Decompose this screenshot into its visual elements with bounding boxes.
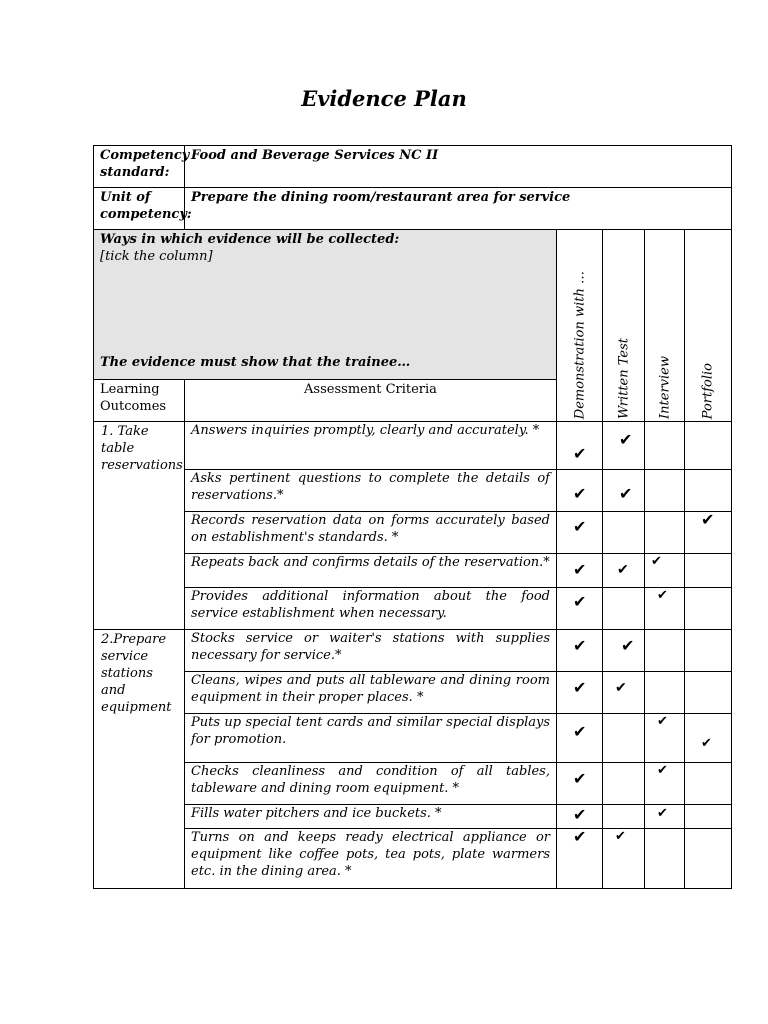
tick-cell — [603, 470, 645, 512]
unit-of-competency-value: Prepare the dining room/restaurant area for service — [185, 188, 732, 230]
check-icon: ✔ — [573, 769, 587, 788]
check-icon: ✔ — [573, 592, 587, 611]
tick-cell — [685, 588, 732, 630]
tick-cell — [557, 714, 603, 763]
criteria-text: Asks pertinent questions to complete the details of reservations.* — [185, 470, 557, 512]
tick-cell — [557, 470, 603, 512]
page-title: Evidence Plan — [301, 86, 467, 111]
check-icon: ✔ — [573, 805, 587, 824]
criteria-text: Answers inquiries promptly, clearly and accurately. * — [185, 422, 557, 470]
tick-cell — [603, 714, 645, 763]
learning-outcome-2: 2.Prepare service stations and equipment — [94, 630, 185, 889]
criteria-text: Records reservation data on forms accurately based on establishment's standards. * — [185, 512, 557, 554]
tick-cell — [603, 630, 645, 672]
tick-cell — [603, 554, 645, 588]
criteria-row — [94, 829, 732, 889]
tick-cell — [685, 630, 732, 672]
check-icon: ✔ — [573, 678, 587, 697]
tick-cell — [557, 630, 603, 672]
ways-heading: Ways in which evidence will be collected: — [100, 232, 400, 247]
unit-of-competency-label: Unit of competency: — [94, 188, 185, 230]
method-header-portfolio: Portfolio — [685, 230, 732, 422]
competency-standard-row — [94, 146, 732, 188]
tick-cell — [685, 805, 732, 829]
criteria-text: Stocks service or waiter's stations with supplies necessary for service.* — [185, 630, 557, 672]
check-icon: ✔ — [619, 430, 633, 449]
tick-cell — [685, 422, 732, 470]
tick-cell — [645, 554, 685, 588]
criteria-text: Fills water pitchers and ice buckets. * — [185, 805, 557, 829]
check-icon: ✔ — [615, 829, 626, 844]
tick-cell — [645, 512, 685, 554]
evidence-collection-cell — [94, 230, 557, 380]
tick-cell — [645, 630, 685, 672]
check-icon: ✔ — [701, 510, 715, 529]
tick-cell — [557, 512, 603, 554]
competency-standard-label: Competency standard: — [94, 146, 185, 188]
tick-cell — [645, 588, 685, 630]
method-header-interview: Interview — [645, 230, 685, 422]
check-icon: ✔ — [573, 827, 587, 846]
tick-cell — [685, 554, 732, 588]
criteria-row — [94, 512, 732, 554]
criteria-row — [94, 422, 732, 470]
tick-cell — [685, 512, 732, 554]
criteria-text: Checks cleanliness and condition of all tables, tableware and dining room equipment. * — [185, 763, 557, 805]
unit-of-competency-row — [94, 188, 732, 230]
tick-cell — [645, 672, 685, 714]
criteria-text: Provides additional information about the food service establishment when necessary. — [185, 588, 557, 630]
check-icon: ✔ — [573, 636, 587, 655]
tick-cell — [603, 512, 645, 554]
tick-cell — [685, 672, 732, 714]
tick-cell — [603, 763, 645, 805]
tick-cell — [685, 763, 732, 805]
tick-cell — [557, 672, 603, 714]
tick-cell — [685, 714, 732, 763]
tick-cell — [557, 588, 603, 630]
tick-cell — [557, 763, 603, 805]
check-icon: ✔ — [573, 722, 587, 741]
learning-outcome-1: 1. Take table reservations — [94, 422, 185, 630]
tick-cell — [603, 672, 645, 714]
criteria-row — [94, 805, 732, 829]
method-header-written-test: Written Test — [603, 230, 645, 422]
check-icon: ✔ — [701, 736, 712, 751]
criteria-row — [94, 672, 732, 714]
check-icon: ✔ — [619, 484, 633, 503]
tick-cell — [645, 805, 685, 829]
learning-outcomes-header: Learning Outcomes — [94, 380, 185, 422]
tick-cell — [557, 805, 603, 829]
criteria-text: Turns on and keeps ready electrical appliance or equipment like coffee pots, tea pots, plate warmers etc. in the dining area. * — [185, 829, 557, 889]
tick-cell — [557, 829, 603, 889]
criteria-row — [94, 470, 732, 512]
evidence-note: The evidence must show that the trainee… — [100, 355, 411, 370]
tick-cell — [557, 554, 603, 588]
check-icon: ✔ — [651, 554, 662, 569]
criteria-row — [94, 588, 732, 630]
criteria-row — [94, 714, 732, 763]
tick-cell — [603, 829, 645, 889]
check-icon: ✔ — [621, 636, 635, 655]
tick-cell — [645, 829, 685, 889]
method-header-demonstration: Demonstration with … — [557, 230, 603, 422]
tick-cell — [645, 422, 685, 470]
check-icon: ✔ — [617, 562, 629, 578]
tick-cell — [645, 763, 685, 805]
check-icon: ✔ — [573, 560, 587, 579]
check-icon: ✔ — [657, 714, 668, 729]
criteria-row — [94, 554, 732, 588]
tick-cell — [557, 422, 603, 470]
tick-cell — [685, 829, 732, 889]
competency-standard-value: Food and Beverage Services NC II — [185, 146, 732, 188]
criteria-text: Puts up special tent cards and similar special displays for promotion. — [185, 714, 557, 763]
tick-cell — [645, 714, 685, 763]
evidence-collection-header-row — [94, 230, 732, 380]
tick-cell — [603, 422, 645, 470]
check-icon: ✔ — [657, 806, 668, 821]
check-icon: ✔ — [657, 588, 668, 603]
tick-cell — [603, 588, 645, 630]
criteria-text: Repeats back and confirms details of the reservation.* — [185, 554, 557, 588]
assessment-criteria-header: Assessment Criteria — [185, 380, 557, 422]
criteria-row — [94, 630, 732, 672]
check-icon: ✔ — [573, 517, 587, 536]
tick-cell — [603, 805, 645, 829]
check-icon: ✔ — [573, 484, 587, 503]
check-icon: ✔ — [573, 444, 587, 463]
criteria-text: Cleans, wipes and puts all tableware and dining room equipment in their proper places. * — [185, 672, 557, 714]
check-icon: ✔ — [657, 763, 668, 778]
evidence-plan-table — [93, 145, 732, 889]
tick-cell — [685, 470, 732, 512]
tick-cell — [645, 470, 685, 512]
check-icon: ✔ — [615, 680, 627, 696]
criteria-row — [94, 763, 732, 805]
tick-note: [tick the column] — [100, 249, 213, 264]
